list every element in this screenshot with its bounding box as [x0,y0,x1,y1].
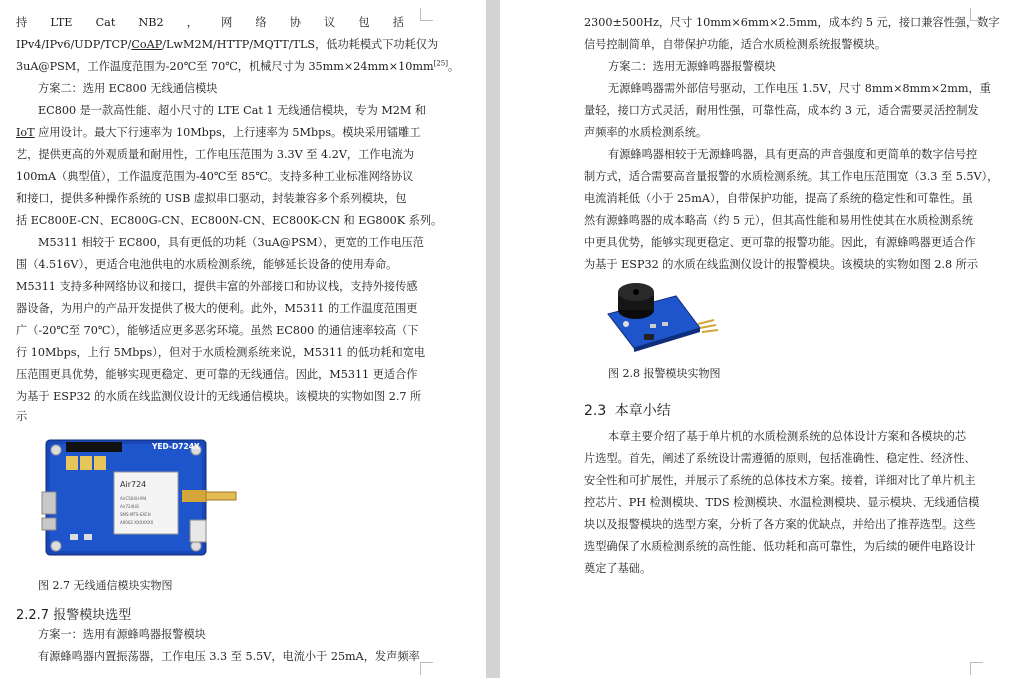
section-heading [584,400,671,420]
chip-brand: Air724 [120,480,147,489]
document-page-left [0,0,486,678]
text-run: 。 [447,60,460,73]
wireless-module-image [40,434,240,559]
text-line: 声频率的水质检测系统。 [584,126,708,139]
text-line: 器设备，为用户的产品开发提供了极大的便利。此外，M5311 的工作温度范围更 [16,302,418,315]
chip-line: AirCS04U-M4 [120,496,147,501]
text-line: 安全性和可扩展性，并展示了系统的总体技术方案。接着，详细对比了单片机主 [584,474,976,487]
text-line: 量轻，接口方式灵活，耐用性强，可靠性高，成本约 3 元，适合需要灵活控制发 [584,104,979,117]
text-line: 为基于 ESP32 的水质在线监测仪设计的无线通信模块。该模块的实物如图 2.7 所 [16,390,422,403]
word: 络 [255,16,267,29]
text-line [16,38,438,52]
text-line: 广（-20℃至 70℃），能够适应更多恶劣环境。虽然 EC800 的通信速率较高（下 [16,324,419,337]
text-line: 示 [16,410,28,423]
word: 括 [392,16,404,29]
board-label: YED-D724X [152,442,200,451]
text-line: EC800 是一款高性能、超小尺寸的 LTE Cat 1 无线通信模块，专为 M2M 和 [38,104,427,117]
word: 持 [16,16,28,29]
section-number: 2.3 [584,403,607,419]
text-run: IPv4/IPv6/UDP/TCP/ [16,38,132,51]
text-line: 100mA（典型值），工作温度范围为-40℃至 85℃。支持多种工业标准网络协议 [16,170,414,183]
crop-mark [970,8,983,21]
text-line: 压范围更具优势，能够实现更稳定、更可靠的无线通信。因此，M5311 更适合作 [16,368,418,381]
text-line: 片选型。首先，阐述了系统设计需遵循的原则，包括准确性、稳定性、经济性、 [584,452,976,465]
figure-caption: 图 2.7 无线通信模块实物图 [38,579,173,592]
citation: [25] [433,59,448,68]
text-line: 有源蜂鸣器内置振荡器，工作电压 3.3 至 5.5V，电流小于 25mA，发声频率 [38,650,420,663]
word: NB2 [138,16,164,29]
coap-term: CoAP [131,38,163,51]
document-page-right [500,0,1024,678]
word: 网 [221,16,233,29]
text-line: 艺，提供更高的外观质量和耐用性，工作电压范围为 3.3V 至 4.2V，工作电流为 [16,148,415,161]
text-line: 然有源蜂鸣器的成本略高（约 5 元），但其高性能和易用性使其在水质检测系统 [584,214,974,227]
figure-caption: 图 2.8 报警模块实物图 [608,367,721,380]
text-run: 应用设计。最大下行速率为 10Mbps，上行速率为 5Mbps。模块采用镭雕工 [34,126,421,139]
crop-mark [970,662,983,675]
text-line: 中更具优势，能够实现更稳定、更可靠的报警功能。因此，有源蜂鸣器更适合作 [584,236,976,249]
text-line: 奠定了基础。 [584,562,652,575]
text-line: M5311 相较于 EC800，具有更低的功耗（3uA@PSM），更宽的工作电压范 [38,236,424,249]
text-line [16,60,459,74]
text-line: 电流消耗低（小于 25mA），自带保护功能，提高了系统的稳定性和可靠性。虽 [584,192,973,205]
word: 议 [324,16,336,29]
chip-line: Air724UG [120,504,140,509]
option-title: 方案二：选用 EC800 无线通信模块 [38,82,218,95]
iot-term: IoT [16,126,35,139]
text-line: 无源蜂鸣器需外部信号驱动，工作电压 1.5V，尺寸 8mm×8mm×2mm，重 [608,82,991,95]
text-line: 控芯片、PH 检测模块、TDS 检测模块、水温检测模块、显示模块、无线通信模 [584,496,980,509]
text-line: 行 10Mbps，上行 5Mbps），但对于水质检测系统来说，M5311 的低功耗和宽电 [16,346,426,359]
word: 包 [358,16,370,29]
text-line: M5311 支持多种网络协议和接口，提供丰富的外部接口和协议栈，支持外接传感 [16,280,418,293]
section-heading: 2.2.7 报警模块选型 [16,608,132,623]
crop-mark [420,8,433,21]
text-line: 围（4.516V），更适合电池供电的水质检测系统，能够延长设备的使用寿命。 [16,258,398,271]
text-line: 本章主要介绍了基于单片机的水质检测系统的总体设计方案和各模块的芯 [608,430,967,443]
crop-mark [420,662,433,675]
option-title: 方案一：选用有源蜂鸣器报警模块 [38,628,206,641]
word: Cat [95,16,116,29]
word: LTE [50,16,73,29]
text-line: 制方式，适合需要高音量报警的水质检测系统。其工作电压范围宽（3.3 至 5.5V）， [584,170,999,183]
option-title: 方案二：选用无源蜂鸣器报警模块 [608,60,776,73]
text-line: 2300±500Hz，尺寸 10mm×6mm×2.5mm，成本约 5 元，接口兼容性强，数字 [584,16,1000,29]
text-line: 和接口，提供多种操作系统的 USB 虚拟串口驱动，封装兼容多个系列模块，包 [16,192,407,205]
chip-line: SMS-MTS-EXCH [120,512,151,517]
buzzer-module-image [604,278,720,358]
chip-line: A0002.XXXXXXX [120,520,154,525]
text-line: 块以及报警模块的选型方案，分析了各方案的优缺点，并给出了推荐选型。这些 [584,518,976,531]
text-line [16,126,421,140]
word: ， [186,16,198,29]
word: 协 [289,16,301,29]
text-run: 3uA@PSM，工作温度范围为-20℃至 70℃，机械尺寸为 35mm×24mm×10mm [16,60,434,73]
text-line: 为基于 ESP32 的水质在线监测仪设计的报警模块。该模块的实物如图 2.8 所示 [584,258,979,271]
text-line: 选型确保了水质检测系统的高性能、低功耗和高可靠性，为后续的硬件电路设计 [584,540,976,553]
text-line: 有源蜂鸣器相较于无源蜂鸣器，具有更高的声音强度和更简单的数字信号控 [608,148,978,161]
text-line: 括 EC800E-CN、EC800G-CN、EC800N-CN、EC800K-CN 和 EG800K 系列。 [16,214,443,227]
text-line: 信号控制简单，自带保护功能，适合水质检测系统报警模块。 [584,38,887,51]
text-run: /LwM2M/HTTP/MQTT/TLS，低功耗模式下功耗仅为 [162,38,439,51]
section-title: 本章小结 [614,403,671,419]
text-line [16,16,404,30]
page-gutter [486,0,500,678]
